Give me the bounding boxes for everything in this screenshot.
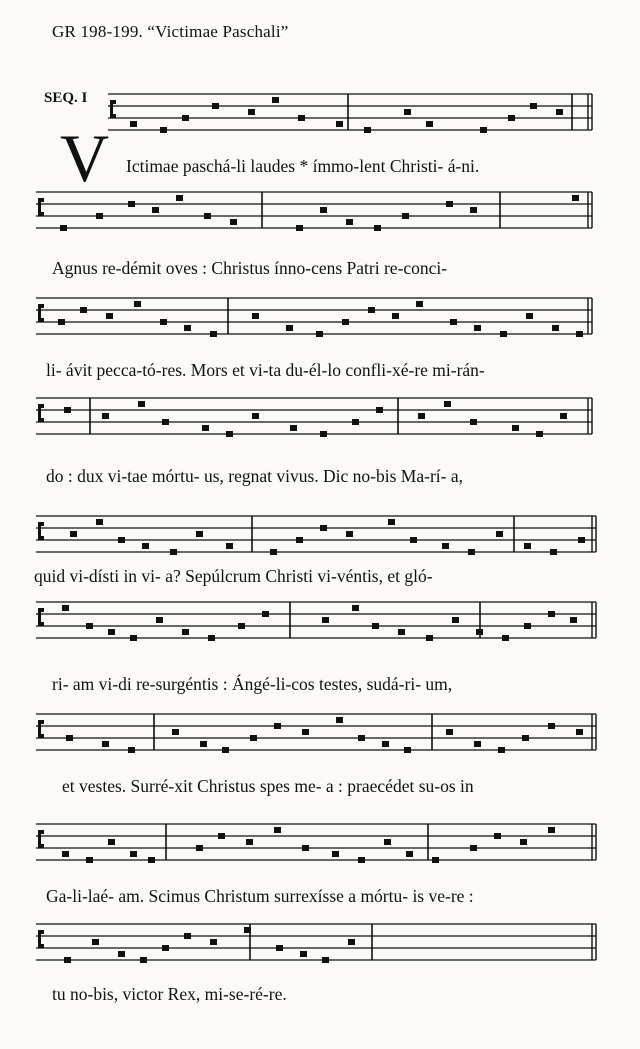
neume-note bbox=[182, 115, 189, 121]
staff-6 bbox=[0, 596, 640, 656]
neume-note bbox=[418, 413, 425, 419]
neume-note bbox=[156, 617, 163, 623]
neume-note bbox=[352, 419, 359, 425]
neume-note bbox=[86, 623, 93, 629]
neume-note bbox=[450, 319, 457, 325]
neume-note bbox=[406, 851, 413, 857]
neume-note bbox=[432, 857, 439, 863]
neume-note bbox=[184, 325, 191, 331]
neume-note bbox=[336, 121, 343, 127]
neume-note bbox=[388, 519, 395, 525]
neume-note bbox=[302, 729, 309, 735]
neume-note bbox=[570, 617, 577, 623]
neume-note bbox=[60, 225, 67, 231]
neume-note bbox=[128, 201, 135, 207]
neume-note bbox=[500, 331, 507, 337]
neume-note bbox=[316, 331, 323, 337]
neume-note bbox=[96, 519, 103, 525]
neume-note bbox=[66, 735, 73, 741]
neume-note bbox=[512, 425, 519, 431]
neume-note bbox=[142, 543, 149, 549]
neume-note bbox=[502, 635, 509, 641]
staff-2 bbox=[0, 186, 640, 246]
neume-note bbox=[130, 121, 137, 127]
neume-note bbox=[252, 413, 259, 419]
lyric-line-5: quid vi-dísti in vi- a? Sepúlcrum Christi vi-véntis, et gló- bbox=[34, 566, 433, 586]
neume-note bbox=[106, 313, 113, 319]
c-clef-icon bbox=[110, 100, 116, 118]
neume-note bbox=[452, 617, 459, 623]
neume-note bbox=[322, 617, 329, 623]
neume-note bbox=[392, 313, 399, 319]
neume-note bbox=[276, 945, 283, 951]
neume-note bbox=[202, 425, 209, 431]
neume-note bbox=[494, 833, 501, 839]
neume-note bbox=[86, 857, 93, 863]
neume-note bbox=[320, 207, 327, 213]
neume-note bbox=[212, 103, 219, 109]
neume-note bbox=[576, 729, 583, 735]
neume-note bbox=[162, 419, 169, 425]
neume-note bbox=[274, 827, 281, 833]
neume-note bbox=[556, 109, 563, 115]
neume-note bbox=[368, 307, 375, 313]
staff-1 bbox=[0, 88, 640, 148]
neume-note bbox=[346, 219, 353, 225]
neume-note bbox=[172, 729, 179, 735]
neume-note bbox=[476, 629, 483, 635]
neume-note bbox=[230, 219, 237, 225]
neume-note bbox=[498, 747, 505, 753]
c-clef-icon bbox=[38, 522, 44, 540]
neume-note bbox=[496, 531, 503, 537]
neume-note bbox=[404, 109, 411, 115]
lyric-line-4: do : dux vi-tae mórtu- us, regnat vivus. Dic no-bis Ma-rí- a, bbox=[46, 466, 463, 486]
neume-note bbox=[130, 635, 137, 641]
neume-note bbox=[470, 419, 477, 425]
neume-note bbox=[196, 845, 203, 851]
neume-note bbox=[62, 851, 69, 857]
neume-note bbox=[446, 201, 453, 207]
sequence-label: SEQ. I bbox=[44, 90, 88, 106]
neume-note bbox=[548, 723, 555, 729]
neume-note bbox=[170, 549, 177, 555]
neume-note bbox=[182, 629, 189, 635]
neume-note bbox=[210, 331, 217, 337]
lyric-line-7: et vestes. Surré-xit Christus spes me- a : praecédet su-os in bbox=[62, 776, 474, 796]
neume-note bbox=[548, 827, 555, 833]
neume-note bbox=[272, 97, 279, 103]
neume-note bbox=[426, 121, 433, 127]
neume-note bbox=[470, 207, 477, 213]
neume-note bbox=[248, 109, 255, 115]
neume-note bbox=[130, 851, 137, 857]
neume-note bbox=[64, 957, 71, 963]
neume-note bbox=[446, 729, 453, 735]
neume-note bbox=[402, 213, 409, 219]
neume-note bbox=[550, 549, 557, 555]
neume-note bbox=[148, 857, 155, 863]
neume-note bbox=[358, 735, 365, 741]
neume-note bbox=[578, 537, 585, 543]
neume-note bbox=[160, 127, 167, 133]
neume-note bbox=[102, 413, 109, 419]
staff-3 bbox=[0, 292, 640, 352]
neume-note bbox=[348, 939, 355, 945]
neume-note bbox=[118, 537, 125, 543]
neume-note bbox=[358, 857, 365, 863]
neume-note bbox=[200, 741, 207, 747]
neume-note bbox=[576, 331, 583, 337]
neume-note bbox=[524, 543, 531, 549]
neume-note bbox=[218, 833, 225, 839]
neume-note bbox=[336, 717, 343, 723]
neume-note bbox=[80, 307, 87, 313]
neume-note bbox=[300, 951, 307, 957]
neume-note bbox=[384, 839, 391, 845]
neume-note bbox=[364, 127, 371, 133]
neume-note bbox=[70, 531, 77, 537]
neume-note bbox=[442, 543, 449, 549]
lyric-line-1: Ictimae paschá-li laudes * ímmo-lent Christi- á-ni. bbox=[126, 156, 480, 176]
neume-note bbox=[468, 549, 475, 555]
neume-note bbox=[162, 945, 169, 951]
neume-note bbox=[252, 313, 259, 319]
neume-note bbox=[572, 195, 579, 201]
neume-note bbox=[444, 401, 451, 407]
lyric-line-6: ri- am vi-di re-surgéntis : Ángé-li-cos testes, sudá-ri- um, bbox=[52, 674, 453, 694]
neume-note bbox=[346, 531, 353, 537]
c-clef-icon bbox=[38, 608, 44, 626]
neume-note bbox=[474, 325, 481, 331]
neume-note bbox=[118, 951, 125, 957]
neume-note bbox=[108, 839, 115, 845]
neume-note bbox=[208, 635, 215, 641]
neume-note bbox=[474, 741, 481, 747]
neume-note bbox=[296, 537, 303, 543]
neume-note bbox=[102, 741, 109, 747]
neume-note bbox=[320, 525, 327, 531]
neume-note bbox=[140, 957, 147, 963]
neume-note bbox=[96, 213, 103, 219]
neume-note bbox=[530, 103, 537, 109]
c-clef-icon bbox=[38, 830, 44, 848]
neume-note bbox=[210, 939, 217, 945]
neume-note bbox=[296, 225, 303, 231]
neume-note bbox=[470, 845, 477, 851]
neume-note bbox=[536, 431, 543, 437]
neume-note bbox=[322, 957, 329, 963]
neume-note bbox=[62, 605, 69, 611]
neume-note bbox=[176, 195, 183, 201]
lyric-line-3: li- ávit pecca-tó-res. Mors et vi-ta du-él-lo confli-xé-re mi-rán- bbox=[46, 360, 485, 380]
neume-note bbox=[524, 623, 531, 629]
neume-note bbox=[244, 927, 251, 933]
lyric-line-2: Agnus re-démit oves : Christus ínno-cens Patri re-conci- bbox=[52, 258, 448, 278]
staff-5 bbox=[0, 510, 640, 570]
drop-cap-initial: V bbox=[60, 120, 110, 196]
neume-note bbox=[108, 629, 115, 635]
neume-note bbox=[262, 611, 269, 617]
neume-note bbox=[398, 629, 405, 635]
neume-note bbox=[64, 407, 71, 413]
neume-note bbox=[92, 939, 99, 945]
neume-note bbox=[374, 225, 381, 231]
neume-note bbox=[522, 735, 529, 741]
neume-note bbox=[184, 933, 191, 939]
neume-note bbox=[238, 623, 245, 629]
neume-note bbox=[552, 325, 559, 331]
neume-note bbox=[342, 319, 349, 325]
lyric-line-8: Ga-li-laé- am. Scimus Christum surrexísse a mórtu- is ve-re : bbox=[46, 886, 474, 906]
staff-7 bbox=[0, 708, 640, 768]
neume-note bbox=[298, 115, 305, 121]
neume-note bbox=[426, 635, 433, 641]
neume-note bbox=[274, 723, 281, 729]
neume-note bbox=[480, 127, 487, 133]
c-clef-icon bbox=[38, 198, 44, 216]
neume-note bbox=[404, 747, 411, 753]
neume-note bbox=[526, 313, 533, 319]
neume-note bbox=[246, 839, 253, 845]
neume-note bbox=[560, 413, 567, 419]
neume-note bbox=[160, 319, 167, 325]
neume-note bbox=[416, 301, 423, 307]
lyric-line-9: tu no-bis, victor Rex, mi-se-ré-re. bbox=[52, 984, 287, 1004]
neume-note bbox=[382, 741, 389, 747]
neume-note bbox=[302, 845, 309, 851]
neume-note bbox=[204, 213, 211, 219]
neume-note bbox=[508, 115, 515, 121]
page-header: GR 198-199. “Victimae Paschali” bbox=[52, 22, 289, 41]
neume-note bbox=[376, 407, 383, 413]
neume-note bbox=[352, 605, 359, 611]
c-clef-icon bbox=[38, 404, 44, 422]
neume-note bbox=[520, 839, 527, 845]
neume-note bbox=[152, 207, 159, 213]
staff-8 bbox=[0, 818, 640, 878]
staff-4 bbox=[0, 392, 640, 452]
staff-9 bbox=[0, 918, 640, 978]
neume-note bbox=[290, 425, 297, 431]
c-clef-icon bbox=[38, 930, 44, 948]
neume-note bbox=[250, 735, 257, 741]
c-clef-icon bbox=[38, 304, 44, 322]
neume-note bbox=[226, 431, 233, 437]
c-clef-icon bbox=[38, 720, 44, 738]
neume-note bbox=[410, 537, 417, 543]
neume-note bbox=[222, 747, 229, 753]
neume-note bbox=[332, 851, 339, 857]
neume-note bbox=[270, 549, 277, 555]
neume-note bbox=[286, 325, 293, 331]
neume-note bbox=[548, 611, 555, 617]
neume-note bbox=[320, 431, 327, 437]
neume-note bbox=[128, 747, 135, 753]
neume-note bbox=[226, 543, 233, 549]
neume-note bbox=[196, 531, 203, 537]
neume-note bbox=[138, 401, 145, 407]
neume-note bbox=[134, 301, 141, 307]
neume-note bbox=[372, 623, 379, 629]
neume-note bbox=[58, 319, 65, 325]
